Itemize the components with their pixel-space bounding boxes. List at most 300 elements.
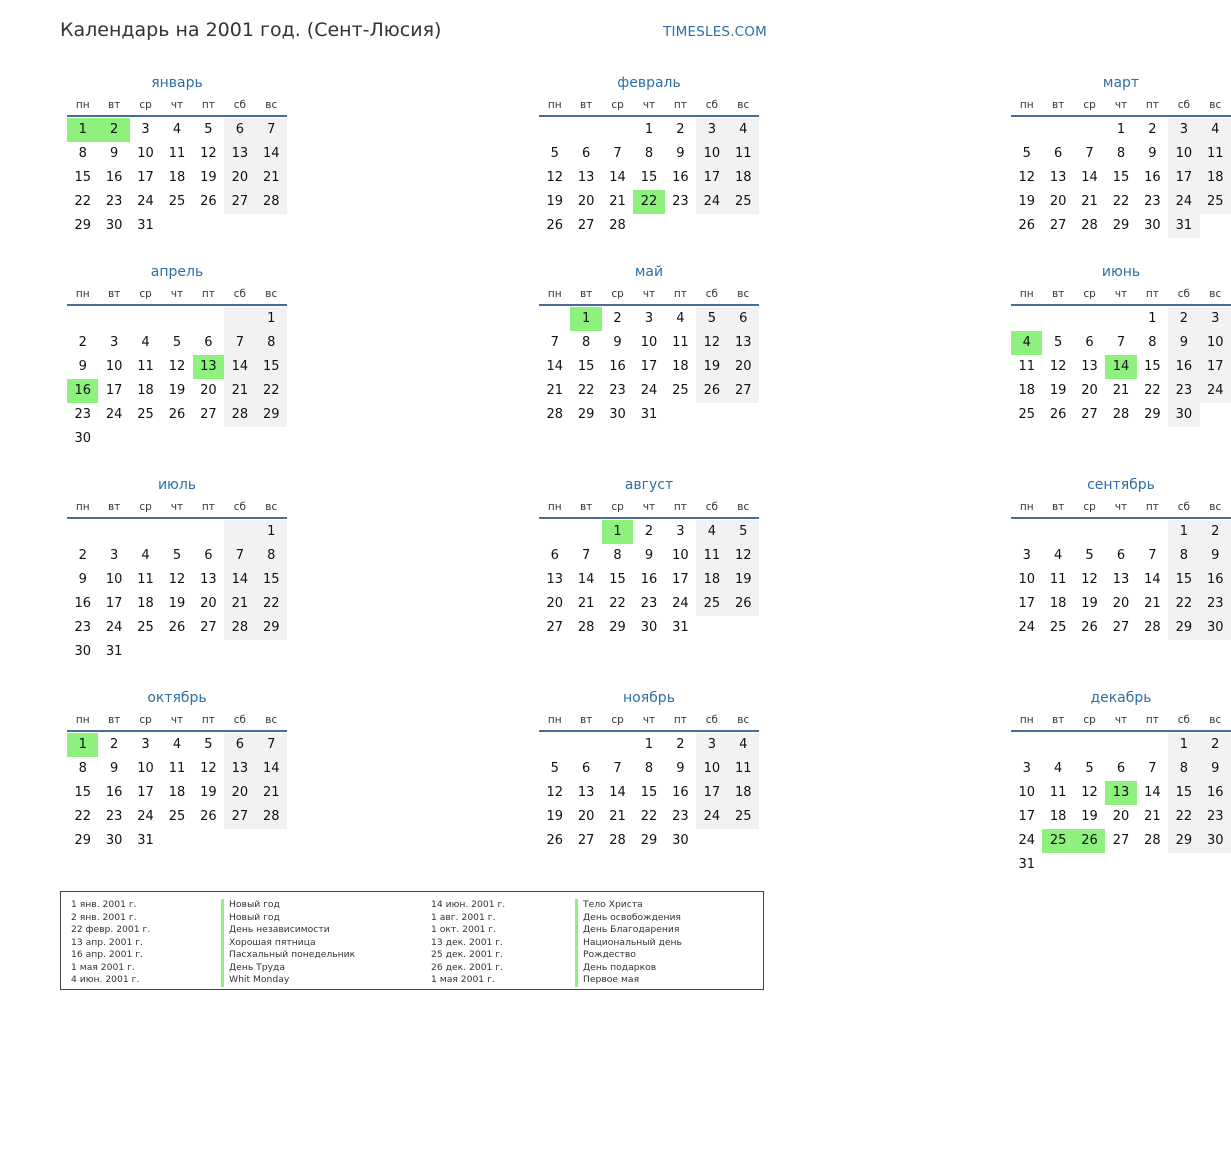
day-cell: 28 (224, 403, 255, 427)
month-name: январь (151, 75, 203, 91)
day-cell: 29 (609, 620, 626, 635)
day-cell: 4 (141, 548, 150, 563)
weekday-label: пн (547, 714, 562, 726)
day-empty (1105, 520, 1136, 544)
day-cell: 23 (672, 809, 689, 824)
holiday-legend (60, 891, 764, 990)
legend-holiday-name: Хорошая пятница (221, 937, 421, 950)
day-cell: 22 (609, 596, 626, 611)
weekday-label: вт (107, 288, 121, 300)
days-grid (67, 520, 287, 664)
day-cell: 10 (1018, 572, 1035, 587)
day-cell: 10 (137, 761, 154, 776)
day-cell: 24 (696, 805, 727, 829)
days-grid (67, 118, 287, 238)
day-cell: 7 (1085, 146, 1094, 161)
weekday-label: чт (170, 714, 184, 726)
day-cell: 27 (200, 407, 217, 422)
day-cell: 23 (105, 194, 123, 209)
legend-date: 1 мая 2001 г. (431, 974, 495, 985)
weekday-label: вс (1209, 714, 1222, 726)
day-cell: 28 (1144, 833, 1161, 848)
brand-link[interactable]: TIMESLES.COM (663, 24, 767, 40)
day-cell: 22 (1168, 805, 1199, 829)
day-cell: 9 (109, 761, 119, 776)
weekday-label: вс (737, 501, 750, 513)
day-cell: 21 (1144, 809, 1161, 824)
day-cell: 27 (546, 620, 563, 635)
month-name: октябрь (147, 690, 207, 706)
day-cell: 18 (696, 568, 727, 592)
day-cell: 23 (672, 194, 689, 209)
day-cell-holiday: 22 (633, 190, 664, 214)
day-cell: 15 (1168, 568, 1199, 592)
day-empty (130, 520, 161, 544)
day-cell: 16 (1200, 781, 1231, 805)
weekday-label: сб (705, 99, 718, 111)
day-cell: 9 (1200, 544, 1231, 568)
day-cell: 20 (728, 355, 759, 379)
day-cell: 21 (224, 592, 255, 616)
weekday-label: чт (170, 501, 184, 513)
weekday-label: чт (642, 714, 656, 726)
day-cell: 26 (728, 592, 759, 616)
legend-date: 26 дек. 2001 г. (431, 961, 504, 973)
legend-date: 13 дек. 2001 г. (431, 936, 504, 948)
legend-holiday-name: День независимости (221, 924, 421, 937)
weekday-label: ср (611, 99, 624, 111)
day-cell: 3 (676, 524, 685, 539)
weekday-label: вс (265, 714, 278, 726)
weekday-header (67, 285, 287, 306)
day-cell: 16 (1200, 568, 1231, 592)
day-cell: 23 (609, 383, 626, 398)
month-name: август (624, 477, 674, 493)
day-cell: 27 (577, 833, 595, 848)
day-cell: 19 (1081, 809, 1098, 824)
day-cell-holiday: 13 (193, 355, 224, 379)
day-cell: 15 (640, 785, 658, 800)
day-empty (130, 307, 161, 331)
month-block (1011, 262, 1231, 427)
day-cell: 25 (168, 194, 186, 209)
page-title: Календарь на 2001 год. (Сент-Люсия) (60, 19, 442, 41)
day-cell: 17 (696, 166, 727, 190)
day-cell: 7 (581, 548, 591, 563)
day-cell: 4 (172, 737, 182, 752)
day-cell: 26 (696, 379, 727, 403)
day-cell: 8 (644, 146, 654, 161)
day-cell: 1 (256, 520, 287, 544)
day-cell: 9 (78, 572, 87, 587)
day-cell: 4 (676, 311, 685, 326)
day-cell: 24 (1018, 620, 1035, 635)
day-cell: 14 (577, 572, 595, 587)
day-cell: 20 (224, 781, 255, 805)
day-empty (67, 520, 98, 544)
day-cell: 1 (644, 122, 654, 137)
legend-date: 14 июн. 2001 г. (431, 899, 506, 910)
day-cell: 11 (1018, 359, 1035, 374)
day-cell: 2 (1168, 307, 1199, 331)
weekday-label: вт (579, 288, 593, 300)
weekday-header (539, 498, 759, 519)
day-cell: 5 (550, 761, 559, 776)
days-grid (539, 520, 759, 640)
day-empty (1042, 307, 1073, 331)
day-cell: 14 (609, 785, 626, 800)
day-empty (1074, 733, 1105, 757)
day-cell: 22 (577, 383, 595, 398)
day-cell: 18 (1049, 809, 1067, 824)
day-cell: 10 (672, 548, 689, 563)
weekday-label: чт (170, 99, 184, 111)
day-cell: 28 (609, 218, 626, 233)
day-cell: 28 (1112, 407, 1130, 422)
day-cell: 3 (696, 733, 727, 757)
day-empty (161, 520, 192, 544)
weekday-label: пн (547, 288, 562, 300)
month-name: сентябрь (1087, 477, 1155, 493)
day-cell: 17 (105, 596, 123, 611)
day-cell: 10 (105, 572, 123, 587)
legend-column-right (421, 892, 765, 989)
day-empty (1042, 733, 1073, 757)
day-cell: 30 (640, 620, 658, 635)
weekday-header (67, 96, 287, 117)
day-cell: 15 (74, 785, 91, 800)
day-empty (539, 118, 570, 142)
weekday-label: вс (1209, 288, 1222, 300)
weekday-label: сб (705, 714, 718, 726)
weekday-label: сб (233, 714, 246, 726)
day-cell: 16 (672, 785, 689, 800)
day-empty (224, 307, 255, 331)
day-cell: 28 (609, 833, 626, 848)
legend-holiday-name: День освобождения (575, 912, 765, 925)
weekday-label: пт (1145, 288, 1159, 300)
month-name: май (634, 264, 664, 280)
weekday-label: пт (673, 99, 687, 111)
weekday-label: чт (170, 288, 184, 300)
weekday-header (1011, 498, 1231, 519)
day-cell: 18 (728, 166, 759, 190)
day-cell: 28 (256, 805, 287, 829)
weekday-label: вс (1209, 99, 1222, 111)
day-cell: 8 (1168, 544, 1199, 568)
day-cell: 3 (141, 737, 150, 752)
day-cell: 23 (74, 620, 91, 635)
weekday-label: сб (233, 99, 246, 111)
day-cell: 10 (696, 757, 727, 781)
day-cell: 9 (613, 335, 622, 350)
day-cell: 26 (168, 407, 186, 422)
weekday-label: вс (265, 288, 278, 300)
month-block (539, 688, 759, 853)
weekday-label: пн (1019, 501, 1034, 513)
day-cell: 24 (1168, 190, 1199, 214)
day-cell: 30 (1168, 403, 1199, 427)
legend-row (431, 924, 765, 937)
day-empty (1011, 118, 1042, 142)
day-cell: 30 (672, 833, 689, 848)
day-cell: 9 (109, 146, 119, 161)
day-cell: 26 (546, 833, 563, 848)
weekday-label: вс (737, 288, 750, 300)
day-cell: 21 (577, 596, 595, 611)
day-cell: 13 (577, 785, 595, 800)
day-cell: 5 (1085, 761, 1094, 776)
weekday-label: вт (1051, 501, 1065, 513)
day-cell: 16 (640, 572, 658, 587)
day-cell: 23 (1200, 805, 1231, 829)
legend-date: 4 июн. 2001 г. (71, 974, 140, 985)
day-cell: 26 (1018, 218, 1035, 233)
weekday-label: сб (1177, 288, 1190, 300)
day-cell: 21 (224, 379, 255, 403)
weekday-label: вт (107, 714, 121, 726)
weekday-label: пн (1019, 714, 1034, 726)
day-cell: 16 (105, 785, 123, 800)
day-empty (1011, 733, 1042, 757)
day-empty (1074, 520, 1105, 544)
day-cell: 23 (105, 809, 123, 824)
legend-date: 1 окт. 2001 г. (431, 924, 497, 935)
weekday-label: чт (1114, 501, 1128, 513)
legend-holiday-name: Пасхальный понедельник (221, 949, 421, 962)
day-cell: 26 (168, 620, 186, 635)
weekday-label: пт (201, 99, 215, 111)
weekday-label: пт (1145, 99, 1159, 111)
day-cell: 7 (613, 761, 622, 776)
day-empty (67, 307, 98, 331)
day-cell: 7 (256, 118, 287, 142)
weekday-label: пн (75, 288, 90, 300)
legend-row (431, 949, 765, 962)
day-cell: 1 (644, 737, 654, 752)
day-cell: 25 (168, 809, 186, 824)
day-cell: 17 (1018, 809, 1035, 824)
day-cell: 18 (672, 359, 689, 374)
day-cell: 26 (200, 809, 217, 824)
day-cell: 24 (672, 596, 689, 611)
day-cell: 9 (1148, 146, 1157, 161)
day-cell: 10 (696, 142, 727, 166)
legend-row (431, 899, 765, 912)
day-cell: 30 (74, 644, 91, 659)
legend-row (431, 962, 765, 975)
legend-row (71, 949, 421, 962)
day-cell: 23 (1144, 194, 1161, 209)
day-cell: 5 (1085, 548, 1094, 563)
day-cell: 2 (676, 737, 685, 752)
day-cell: 15 (609, 572, 626, 587)
day-cell: 4 (696, 520, 727, 544)
day-cell: 17 (672, 572, 689, 587)
day-cell: 30 (105, 833, 123, 848)
weekday-label: вт (579, 99, 593, 111)
day-cell: 12 (1018, 170, 1035, 185)
day-cell: 22 (1112, 194, 1130, 209)
day-cell: 15 (1112, 170, 1130, 185)
day-cell-holiday: 1 (602, 520, 633, 544)
day-cell: 24 (137, 194, 154, 209)
day-cell: 3 (696, 118, 727, 142)
legend-holiday-name: Новый год (221, 899, 421, 912)
weekday-label: сб (1177, 501, 1190, 513)
day-cell: 22 (256, 592, 287, 616)
legend-date: 2 янв. 2001 г. (71, 911, 137, 923)
day-cell: 8 (1168, 757, 1199, 781)
weekday-label: ср (1083, 99, 1096, 111)
day-cell: 6 (224, 118, 255, 142)
month-block (539, 475, 759, 640)
day-cell: 24 (105, 620, 123, 635)
day-cell: 2 (78, 548, 87, 563)
day-cell: 20 (224, 166, 255, 190)
day-cell: 25 (1049, 620, 1067, 635)
day-cell: 13 (577, 170, 595, 185)
day-cell: 27 (1081, 407, 1098, 422)
day-cell: 1 (1148, 311, 1157, 326)
day-cell: 22 (74, 194, 91, 209)
day-cell: 3 (1022, 548, 1031, 563)
day-cell: 9 (676, 761, 685, 776)
day-cell: 25 (1018, 407, 1035, 422)
day-cell: 17 (696, 781, 727, 805)
day-empty (1074, 307, 1105, 331)
day-cell: 19 (168, 596, 186, 611)
day-cell: 10 (105, 359, 123, 374)
day-cell: 23 (74, 407, 91, 422)
weekday-label: ср (139, 288, 152, 300)
day-empty (602, 733, 633, 757)
day-cell: 8 (78, 761, 87, 776)
day-empty (539, 307, 570, 331)
day-cell: 31 (1168, 214, 1199, 238)
day-cell: 6 (1053, 146, 1063, 161)
days-grid (1011, 118, 1231, 238)
day-empty (1011, 307, 1042, 331)
day-cell: 23 (1168, 379, 1199, 403)
day-cell-holiday: 25 (1042, 829, 1073, 853)
day-cell: 8 (256, 331, 287, 355)
day-cell: 14 (1081, 170, 1098, 185)
weekday-label: вс (737, 99, 750, 111)
day-cell: 18 (1200, 166, 1231, 190)
day-cell: 16 (672, 170, 689, 185)
day-cell: 20 (546, 596, 563, 611)
weekday-label: пт (673, 288, 687, 300)
month-block (1011, 688, 1231, 877)
legend-date: 1 авг. 2001 г. (431, 911, 496, 923)
day-cell: 8 (1116, 146, 1126, 161)
day-cell: 5 (204, 122, 213, 137)
legend-date: 1 мая 2001 г. (71, 961, 135, 973)
weekday-label: вс (265, 501, 278, 513)
day-cell: 31 (672, 620, 689, 635)
day-cell: 25 (672, 383, 689, 398)
day-cell: 21 (609, 194, 626, 209)
day-cell: 14 (256, 757, 287, 781)
day-cell: 1 (1168, 733, 1199, 757)
day-cell: 30 (1200, 829, 1231, 853)
weekday-label: пт (1145, 501, 1159, 513)
day-cell: 13 (224, 757, 255, 781)
day-cell-holiday: 13 (1105, 781, 1136, 805)
month-name: ноябрь (623, 690, 675, 706)
day-cell: 20 (1112, 596, 1130, 611)
legend-holiday-name: Национальный день (575, 937, 765, 950)
day-cell: 12 (728, 544, 759, 568)
weekday-label: вт (107, 99, 121, 111)
day-cell: 11 (168, 146, 186, 161)
day-cell: 7 (1148, 548, 1157, 563)
day-cell: 31 (137, 833, 154, 848)
legend-holiday-name: Whit Monday (221, 974, 421, 987)
days-grid (1011, 733, 1231, 877)
day-cell: 11 (696, 544, 727, 568)
day-empty (602, 118, 633, 142)
weekday-label: вс (1209, 501, 1222, 513)
weekday-label: чт (1114, 288, 1128, 300)
day-cell: 14 (256, 142, 287, 166)
day-cell: 18 (728, 781, 759, 805)
legend-holiday-name: День Труда (221, 962, 421, 975)
day-cell: 24 (105, 407, 123, 422)
day-cell: 26 (546, 218, 563, 233)
day-cell: 28 (546, 407, 563, 422)
weekday-header (67, 711, 287, 732)
legend-holiday-name: День Благодарения (575, 924, 765, 937)
day-cell: 12 (1049, 359, 1067, 374)
day-cell: 2 (1200, 520, 1231, 544)
weekday-label: пн (75, 99, 90, 111)
day-empty (1042, 118, 1073, 142)
day-cell: 7 (1116, 335, 1126, 350)
day-cell: 10 (1200, 331, 1231, 355)
weekday-label: пт (201, 714, 215, 726)
weekday-label: чт (642, 288, 656, 300)
day-cell: 4 (1200, 118, 1231, 142)
day-cell: 4 (172, 122, 182, 137)
day-cell: 5 (696, 307, 727, 331)
day-cell: 15 (74, 170, 91, 185)
day-cell: 5 (550, 146, 559, 161)
day-cell: 18 (1018, 383, 1035, 398)
day-cell: 21 (1144, 596, 1161, 611)
day-cell: 24 (1018, 833, 1035, 848)
day-cell: 6 (581, 146, 591, 161)
legend-row (431, 974, 765, 987)
day-cell: 17 (1168, 166, 1199, 190)
weekday-label: пн (75, 501, 90, 513)
weekday-label: пт (201, 501, 215, 513)
day-cell: 4 (1053, 548, 1063, 563)
day-cell: 6 (728, 307, 759, 331)
day-cell: 30 (74, 431, 91, 446)
day-cell: 19 (728, 568, 759, 592)
day-cell: 13 (224, 142, 255, 166)
day-cell: 27 (1112, 833, 1130, 848)
day-cell: 2 (613, 311, 622, 326)
day-cell: 24 (1200, 379, 1231, 403)
day-cell: 8 (581, 335, 591, 350)
day-cell: 31 (105, 644, 123, 659)
day-cell: 13 (728, 331, 759, 355)
day-cell: 5 (172, 335, 182, 350)
legend-row (431, 937, 765, 950)
